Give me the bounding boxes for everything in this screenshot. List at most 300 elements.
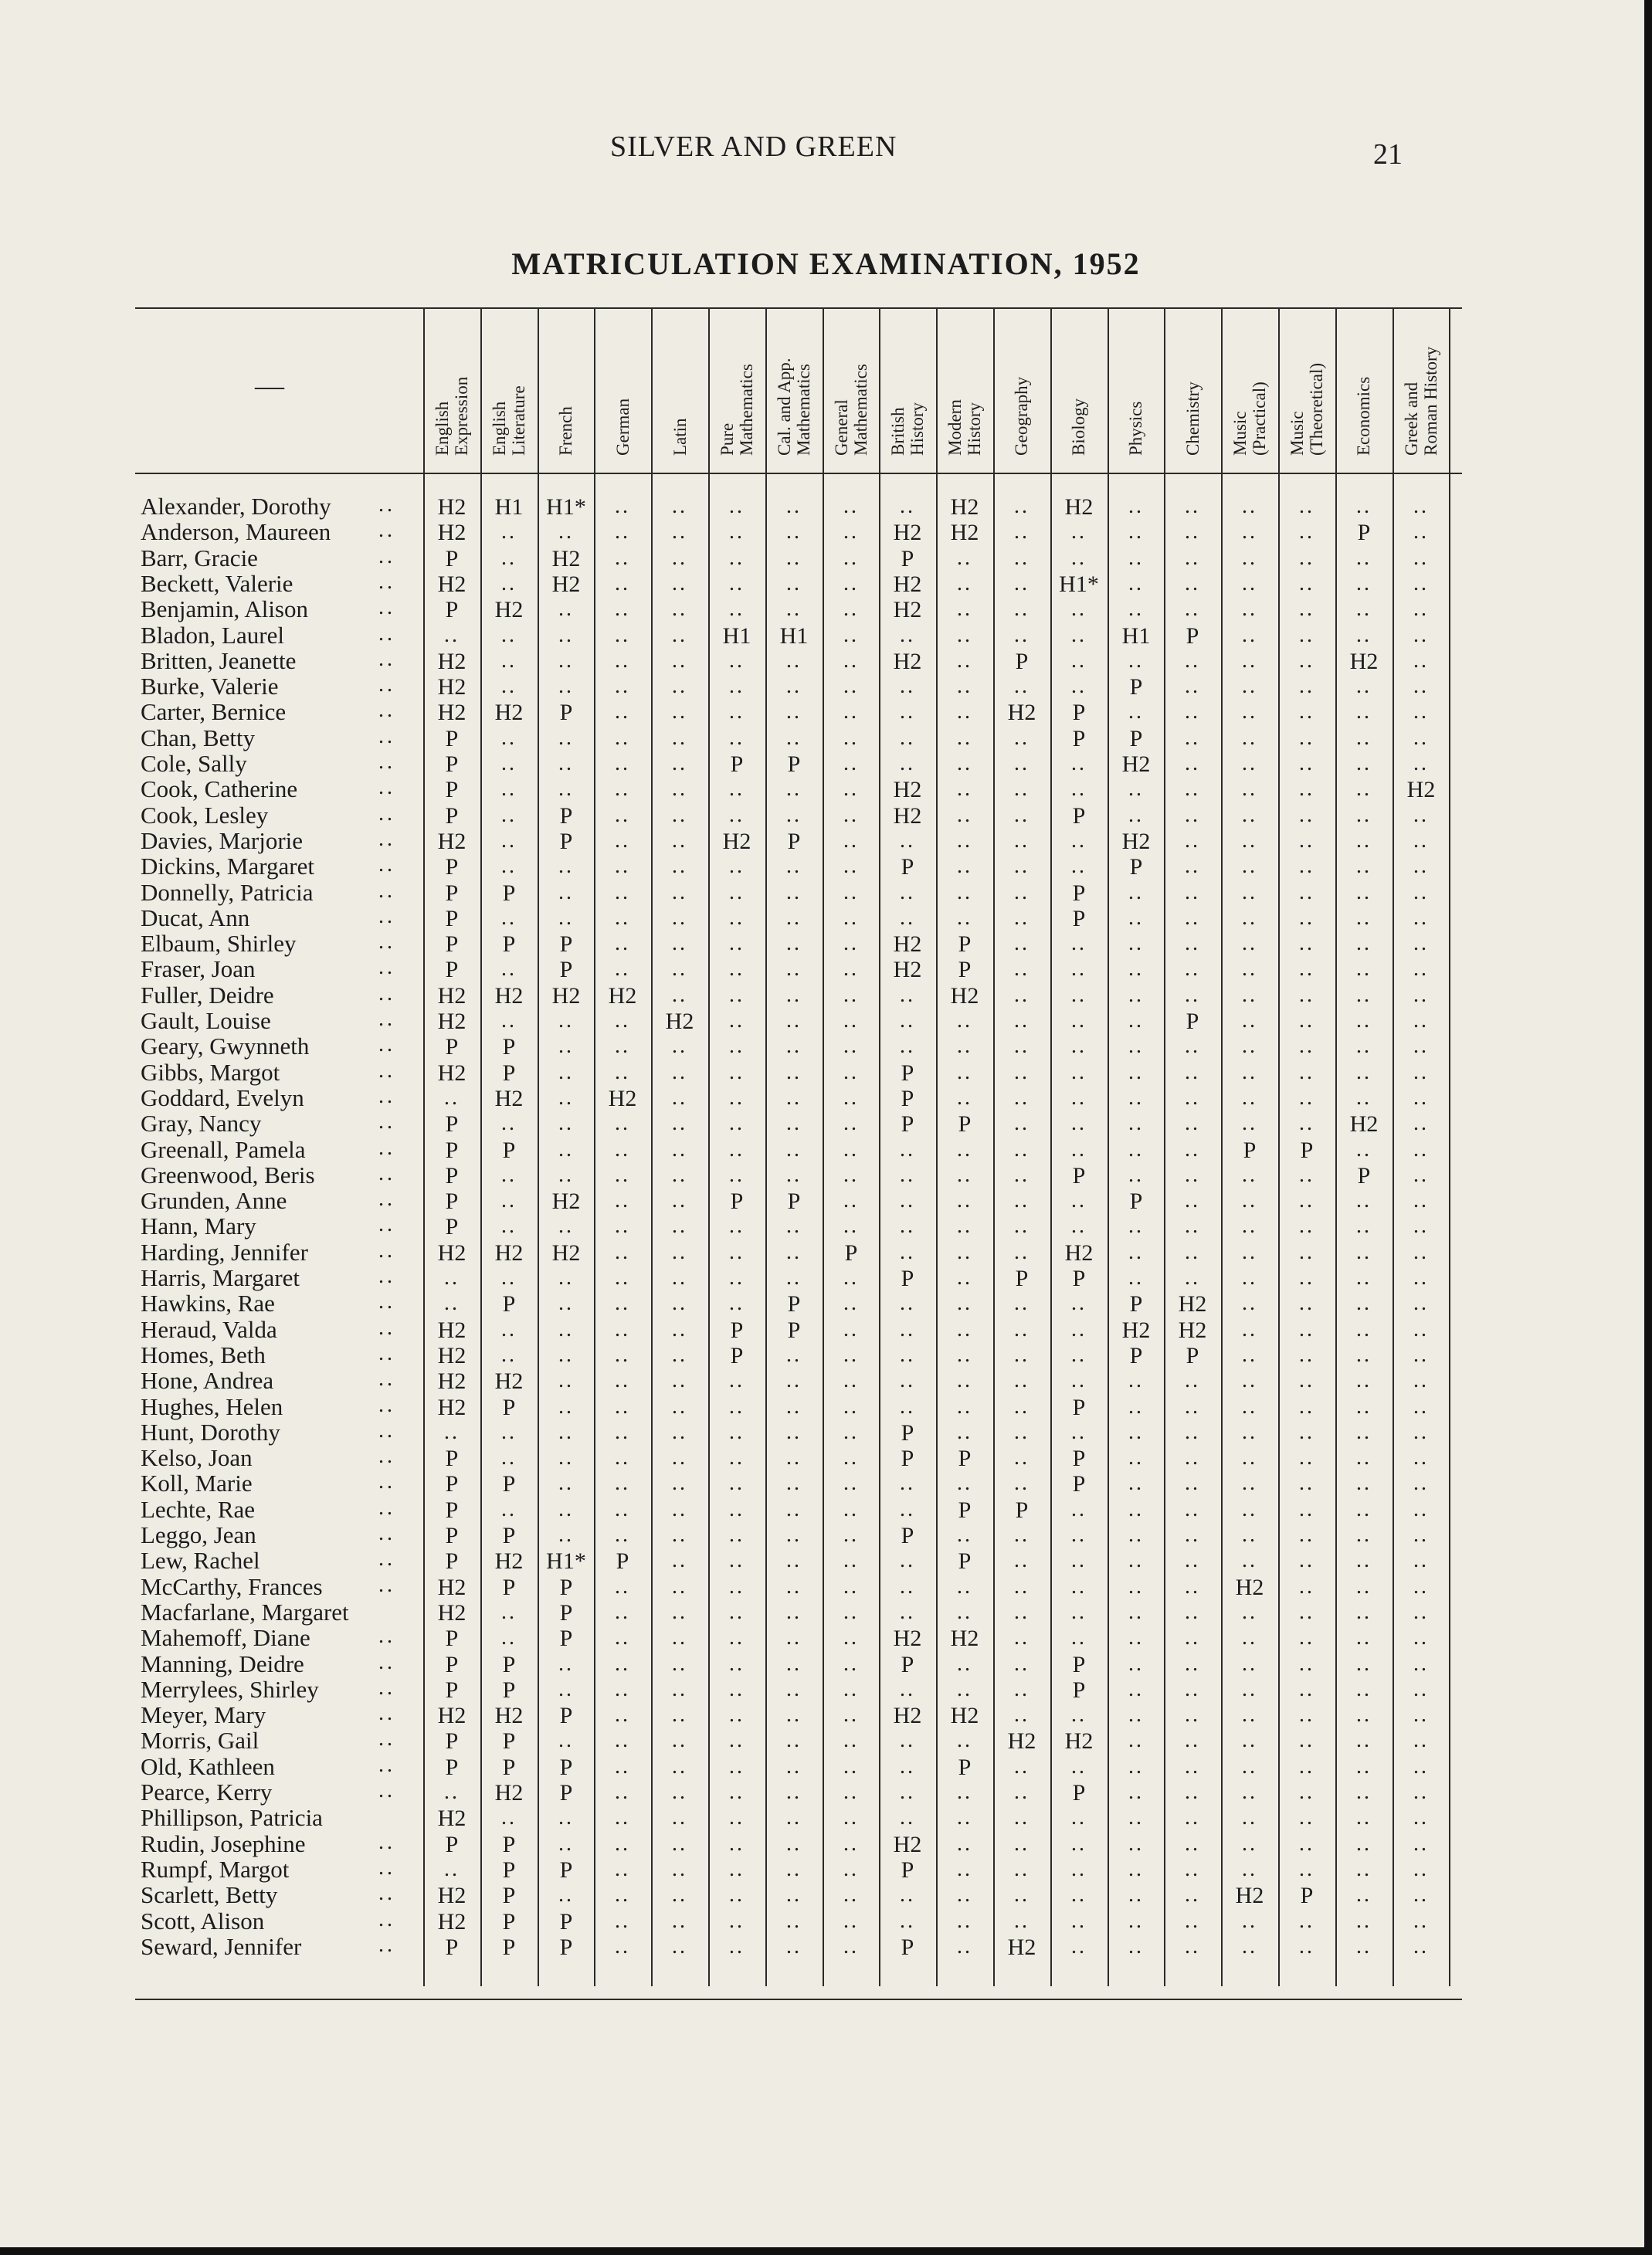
empty-cell: .. xyxy=(615,854,630,878)
grade-cell: H2 xyxy=(437,1883,466,1908)
empty-cell: .. xyxy=(843,1189,859,1212)
empty-cell: .. xyxy=(615,1728,630,1752)
empty-cell: .. xyxy=(1185,1652,1200,1676)
grade-cell: H2 xyxy=(1064,494,1094,520)
empty-cell: .. xyxy=(957,1240,972,1264)
empty-cell: .. xyxy=(1185,1832,1200,1856)
empty-cell: .. xyxy=(558,1060,574,1084)
empty-cell: .. xyxy=(615,1214,630,1238)
empty-cell: .. xyxy=(1299,1755,1314,1779)
empty-cell: .. xyxy=(1413,983,1429,1007)
empty-cell: .. xyxy=(1014,1086,1030,1110)
empty-cell: .. xyxy=(1014,1703,1030,1727)
grade-cell: P xyxy=(901,1111,914,1137)
empty-cell: .. xyxy=(615,1034,630,1058)
empty-cell: .. xyxy=(1185,1548,1200,1572)
empty-cell: .. xyxy=(1014,931,1030,955)
empty-cell: .. xyxy=(672,1883,687,1907)
empty-cell: .. xyxy=(957,1857,972,1881)
empty-cell: .. xyxy=(1185,1857,1200,1881)
empty-cell: .. xyxy=(843,1497,859,1521)
empty-cell: .. xyxy=(786,1755,802,1779)
grade-cell: P xyxy=(1129,1189,1143,1214)
empty-cell: .. xyxy=(957,1600,972,1624)
grade-cell: P xyxy=(445,1755,459,1780)
empty-cell: .. xyxy=(786,1111,802,1135)
empty-cell: .. xyxy=(1071,1755,1087,1779)
empty-cell: .. xyxy=(843,957,859,981)
empty-cell: .. xyxy=(1185,983,1200,1007)
empty-cell: .. xyxy=(1356,1471,1372,1495)
empty-cell: .. xyxy=(843,1343,859,1367)
empty-cell: .. xyxy=(501,520,517,544)
grade-cell: H2 xyxy=(494,1780,524,1806)
empty-cell: .. xyxy=(501,1111,517,1135)
leader-dots: .. xyxy=(378,1264,395,1288)
empty-cell: .. xyxy=(1356,597,1372,621)
empty-cell: .. xyxy=(672,1368,687,1392)
grade-cell: H2 xyxy=(893,803,922,829)
empty-cell: .. xyxy=(615,1111,630,1135)
empty-cell: .. xyxy=(615,1471,630,1495)
empty-cell: .. xyxy=(729,1368,745,1392)
empty-cell: .. xyxy=(900,623,915,647)
empty-cell: .. xyxy=(672,1626,687,1650)
empty-cell: .. xyxy=(843,1034,859,1058)
empty-cell: .. xyxy=(1413,1652,1429,1676)
empty-cell: .. xyxy=(1185,1163,1200,1187)
empty-cell: .. xyxy=(558,777,574,801)
empty-cell: .. xyxy=(1356,931,1372,955)
empty-cell: .. xyxy=(672,494,687,518)
empty-cell: .. xyxy=(1356,1368,1372,1392)
empty-cell: .. xyxy=(501,1163,517,1187)
leader-dots: .. xyxy=(378,544,395,568)
empty-cell: .. xyxy=(957,1523,972,1547)
leader-dots: .. xyxy=(378,1033,395,1056)
empty-cell: .. xyxy=(615,1189,630,1212)
leader-dots: .. xyxy=(378,1136,395,1160)
empty-cell: .. xyxy=(1299,1214,1314,1238)
leader-dots: .. xyxy=(378,1830,395,1854)
empty-cell: .. xyxy=(1128,1728,1144,1752)
empty-cell: .. xyxy=(558,1446,574,1470)
empty-cell: .. xyxy=(558,854,574,878)
subject-header: Biology xyxy=(1069,398,1088,456)
leader-dots: .. xyxy=(378,1290,395,1314)
empty-cell: .. xyxy=(729,1703,745,1727)
grade-cell: P xyxy=(1300,1883,1314,1908)
empty-cell: .. xyxy=(1014,1652,1030,1676)
grade-cell: P xyxy=(1072,1471,1086,1497)
empty-cell: .. xyxy=(615,571,630,595)
empty-cell: .. xyxy=(1014,1368,1030,1392)
grade-cell: P xyxy=(445,726,459,751)
leader-dots: .. xyxy=(378,904,395,928)
student-name: Fuller, Deidre xyxy=(141,982,274,1009)
empty-cell: .. xyxy=(1413,1111,1429,1135)
empty-cell: .. xyxy=(672,1471,687,1495)
empty-cell: .. xyxy=(1014,1780,1030,1804)
empty-cell: .. xyxy=(672,983,687,1007)
student-name: Donnelly, Patricia xyxy=(141,879,314,906)
grade-cell: P xyxy=(901,1266,914,1291)
subject-header: General Mathematics xyxy=(832,364,870,456)
empty-cell: .. xyxy=(672,1909,687,1933)
leader-dots: .. xyxy=(378,1161,395,1185)
grade-cell: P xyxy=(1186,1343,1199,1368)
empty-cell: .. xyxy=(1413,1240,1429,1264)
empty-cell: .. xyxy=(501,854,517,878)
empty-cell: .. xyxy=(786,957,802,981)
empty-cell: .. xyxy=(1014,597,1030,621)
empty-cell: .. xyxy=(786,700,802,724)
empty-cell: .. xyxy=(615,751,630,775)
empty-cell: .. xyxy=(729,1677,745,1701)
empty-cell: .. xyxy=(1356,1600,1372,1624)
empty-cell: .. xyxy=(1185,1266,1200,1290)
empty-cell: .. xyxy=(786,1446,802,1470)
empty-cell: .. xyxy=(786,649,802,673)
empty-cell: .. xyxy=(1185,1703,1200,1727)
empty-cell: .. xyxy=(672,906,687,930)
grade-cell: H2 xyxy=(494,1086,524,1111)
empty-cell: .. xyxy=(729,1420,745,1444)
empty-cell: .. xyxy=(558,1343,574,1367)
grade-cell: H1 xyxy=(494,494,524,520)
empty-cell: .. xyxy=(786,726,802,750)
empty-cell: .. xyxy=(1299,1420,1314,1444)
leader-dots: .. xyxy=(378,570,395,594)
student-name: Rudin, Josephine xyxy=(141,1830,306,1857)
student-name: Old, Kathleen xyxy=(141,1753,275,1780)
empty-cell: .. xyxy=(729,520,745,544)
grade-cell: H2 xyxy=(950,983,979,1009)
leader-dots: .. xyxy=(378,724,395,748)
grade-cell: H2 xyxy=(437,1806,466,1831)
empty-cell: .. xyxy=(1185,751,1200,775)
grade-cell: P xyxy=(445,880,459,906)
empty-cell: .. xyxy=(672,546,687,570)
empty-cell: .. xyxy=(1356,1728,1372,1752)
empty-cell: .. xyxy=(957,1420,972,1444)
empty-cell: .. xyxy=(843,1163,859,1187)
empty-cell: .. xyxy=(786,1652,802,1676)
empty-cell: .. xyxy=(843,1291,859,1315)
empty-cell: .. xyxy=(1242,1111,1257,1135)
empty-cell: .. xyxy=(1014,880,1030,904)
leader-dots: .. xyxy=(378,750,395,774)
empty-cell: .. xyxy=(1071,1548,1087,1572)
empty-cell: .. xyxy=(1071,1883,1087,1907)
subject-header: Modern History xyxy=(945,399,984,456)
empty-cell: .. xyxy=(1071,1214,1087,1238)
student-name: Fraser, Joan xyxy=(141,955,256,982)
empty-cell: .. xyxy=(957,649,972,673)
empty-cell: .. xyxy=(672,1291,687,1315)
empty-cell: .. xyxy=(957,1935,972,1958)
empty-cell: .. xyxy=(1185,906,1200,930)
empty-cell: .. xyxy=(957,1266,972,1290)
empty-cell: .. xyxy=(1128,1138,1144,1161)
grade-cell: P xyxy=(445,1523,459,1548)
empty-cell: .. xyxy=(1413,1677,1429,1701)
empty-cell: .. xyxy=(501,1600,517,1624)
empty-cell: .. xyxy=(1242,571,1257,595)
empty-cell: .. xyxy=(1242,597,1257,621)
empty-cell: .. xyxy=(957,1138,972,1161)
empty-cell: .. xyxy=(501,1446,517,1470)
grade-cell: P xyxy=(559,1935,573,1960)
empty-cell: .. xyxy=(1128,1395,1144,1419)
grade-cell: H1 xyxy=(722,623,751,649)
empty-cell: .. xyxy=(1242,1471,1257,1495)
empty-cell: .. xyxy=(1128,777,1144,801)
empty-cell: .. xyxy=(1014,1138,1030,1161)
empty-cell: .. xyxy=(1014,726,1030,750)
grade-cell: P xyxy=(901,1523,914,1548)
empty-cell: .. xyxy=(843,1575,859,1599)
empty-cell: .. xyxy=(615,931,630,955)
empty-cell: .. xyxy=(1242,1189,1257,1212)
empty-cell: .. xyxy=(615,1291,630,1315)
empty-cell: .. xyxy=(501,1626,517,1650)
empty-cell: .. xyxy=(1071,597,1087,621)
empty-cell: .. xyxy=(558,649,574,673)
empty-cell: .. xyxy=(1242,957,1257,981)
empty-cell: .. xyxy=(1242,1652,1257,1676)
grade-cell: H1 xyxy=(779,623,809,649)
student-name: Hunt, Dorothy xyxy=(141,1419,280,1446)
empty-cell: .. xyxy=(1071,649,1087,673)
grade-cell: P xyxy=(559,1575,573,1600)
empty-cell: .. xyxy=(729,546,745,570)
empty-cell: .. xyxy=(1299,906,1314,930)
empty-cell: .. xyxy=(1014,1343,1030,1367)
empty-cell: .. xyxy=(558,520,574,544)
empty-cell: .. xyxy=(1299,1060,1314,1084)
empty-cell: .. xyxy=(1242,751,1257,775)
empty-cell: .. xyxy=(1413,1909,1429,1933)
empty-cell: .. xyxy=(1299,1935,1314,1958)
empty-cell: .. xyxy=(900,1034,915,1058)
subject-header: British History xyxy=(888,402,927,456)
empty-cell: .. xyxy=(786,1548,802,1572)
grade-cell: P xyxy=(559,1755,573,1780)
empty-cell: .. xyxy=(1413,1883,1429,1907)
student-name: Manning, Deidre xyxy=(141,1650,304,1677)
grade-cell: H2 xyxy=(437,571,466,597)
empty-cell: .. xyxy=(786,777,802,801)
empty-cell: .. xyxy=(1299,1317,1314,1341)
column-divider xyxy=(823,307,824,1986)
empty-cell: .. xyxy=(558,1652,574,1676)
empty-cell: .. xyxy=(558,751,574,775)
empty-cell: .. xyxy=(1071,674,1087,698)
empty-cell: .. xyxy=(1071,546,1087,570)
empty-cell: .. xyxy=(729,931,745,955)
grade-cell: P xyxy=(901,1652,914,1677)
empty-cell: .. xyxy=(672,1138,687,1161)
grade-cell: H2 xyxy=(494,1368,524,1394)
empty-cell: .. xyxy=(900,1548,915,1572)
empty-cell: .. xyxy=(672,1266,687,1290)
empty-cell: .. xyxy=(615,829,630,853)
empty-cell: .. xyxy=(1413,1471,1429,1495)
empty-cell: .. xyxy=(786,520,802,544)
grade-cell: P xyxy=(445,931,459,957)
empty-cell: .. xyxy=(729,1728,745,1752)
grade-cell: P xyxy=(502,880,516,906)
empty-cell: .. xyxy=(1128,1652,1144,1676)
empty-cell: .. xyxy=(1014,854,1030,878)
empty-cell: .. xyxy=(1299,1703,1314,1727)
student-name: Lew, Rachel xyxy=(141,1547,260,1574)
empty-cell: .. xyxy=(672,1189,687,1212)
grade-cell: P xyxy=(1072,906,1086,931)
grade-cell: H2 xyxy=(1064,1728,1094,1754)
student-name: Kelso, Joan xyxy=(141,1444,253,1471)
empty-cell: .. xyxy=(1071,1523,1087,1547)
empty-cell: .. xyxy=(1014,1189,1030,1212)
grade-cell: P xyxy=(1072,700,1086,725)
grade-cell: P xyxy=(445,777,459,802)
leader-dots: .. xyxy=(378,493,395,517)
empty-cell: .. xyxy=(1413,726,1429,750)
empty-cell: .. xyxy=(1014,1395,1030,1419)
student-name: Phillipson, Patricia xyxy=(141,1804,323,1831)
empty-cell: .. xyxy=(729,1111,745,1135)
empty-cell: .. xyxy=(1242,1548,1257,1572)
empty-cell: .. xyxy=(1014,957,1030,981)
empty-cell: .. xyxy=(1299,1471,1314,1495)
empty-cell: .. xyxy=(1413,597,1429,621)
empty-cell: .. xyxy=(501,1214,517,1238)
empty-cell: .. xyxy=(1185,1935,1200,1958)
empty-cell: .. xyxy=(1014,674,1030,698)
grade-cell: P xyxy=(787,751,801,777)
empty-cell: .. xyxy=(1356,1317,1372,1341)
leader-dots: .. xyxy=(378,775,395,799)
student-name: Rumpf, Margot xyxy=(141,1856,290,1883)
empty-cell: .. xyxy=(1356,1291,1372,1315)
leader-dots: .. xyxy=(378,1084,395,1108)
empty-cell: .. xyxy=(1242,494,1257,518)
grade-cell: H2 xyxy=(893,777,922,802)
empty-cell: .. xyxy=(786,1086,802,1110)
empty-cell: .. xyxy=(672,931,687,955)
subject-header: Chemistry xyxy=(1183,381,1203,456)
empty-cell: .. xyxy=(501,1497,517,1521)
grade-cell: P xyxy=(958,1446,972,1471)
grade-cell: H2 xyxy=(1007,1728,1036,1754)
empty-cell: .. xyxy=(1299,1086,1314,1110)
empty-cell: .. xyxy=(1242,1935,1257,1958)
empty-cell: .. xyxy=(786,1420,802,1444)
grade-cell: P xyxy=(502,1935,516,1960)
empty-cell: .. xyxy=(1185,494,1200,518)
empty-cell: .. xyxy=(1014,1626,1030,1650)
student-name: Pearce, Kerry xyxy=(141,1779,273,1806)
empty-cell: .. xyxy=(729,1755,745,1779)
empty-cell: .. xyxy=(786,1009,802,1033)
empty-cell: .. xyxy=(1413,1523,1429,1547)
empty-cell: .. xyxy=(1014,494,1030,518)
empty-cell: .. xyxy=(786,1703,802,1727)
empty-cell: .. xyxy=(615,1600,630,1624)
empty-cell: .. xyxy=(672,829,687,853)
scan-edge-bottom xyxy=(0,2247,1652,2255)
grade-cell: H2 xyxy=(608,1086,637,1111)
empty-cell: .. xyxy=(843,1111,859,1135)
grade-cell: P xyxy=(559,1780,573,1806)
empty-cell: .. xyxy=(729,726,745,750)
grade-cell: H2 xyxy=(665,1009,694,1034)
empty-cell: .. xyxy=(558,1883,574,1907)
grade-cell: P xyxy=(901,1420,914,1446)
student-name: Meyer, Mary xyxy=(141,1701,266,1728)
grade-cell: P xyxy=(502,931,516,957)
empty-cell: .. xyxy=(1413,751,1429,775)
empty-cell: .. xyxy=(501,546,517,570)
empty-cell: .. xyxy=(615,1755,630,1779)
grade-cell: H2 xyxy=(893,1626,922,1651)
empty-cell: .. xyxy=(729,649,745,673)
exam-title: MATRICULATION EXAMINATION, 1952 xyxy=(511,246,1141,281)
leader-dots: .. xyxy=(378,673,395,697)
grade-cell: P xyxy=(502,1395,516,1420)
empty-cell: .. xyxy=(1128,1163,1144,1187)
empty-cell: .. xyxy=(615,1060,630,1084)
empty-cell: .. xyxy=(615,1266,630,1290)
empty-cell: .. xyxy=(1185,1368,1200,1392)
empty-cell: .. xyxy=(615,546,630,570)
grade-cell: H2 xyxy=(950,520,979,545)
empty-cell: .. xyxy=(672,1677,687,1701)
empty-cell: .. xyxy=(843,1086,859,1110)
empty-cell: .. xyxy=(1185,1755,1200,1779)
grade-cell: P xyxy=(787,1189,801,1214)
empty-cell: .. xyxy=(615,1009,630,1033)
grade-cell: P xyxy=(445,1728,459,1754)
empty-cell: .. xyxy=(501,623,517,647)
empty-cell: .. xyxy=(1242,777,1257,801)
empty-cell: .. xyxy=(843,983,859,1007)
empty-cell: .. xyxy=(957,1163,972,1187)
empty-cell: .. xyxy=(957,623,972,647)
empty-cell: .. xyxy=(558,623,574,647)
empty-cell: .. xyxy=(729,777,745,801)
empty-cell: .. xyxy=(1185,829,1200,853)
column-divider xyxy=(1449,307,1450,1986)
empty-cell: .. xyxy=(786,880,802,904)
empty-cell: .. xyxy=(900,1291,915,1315)
grade-cell: H2 xyxy=(437,1240,466,1266)
grade-cell: P xyxy=(445,803,459,829)
leader-dots: .. xyxy=(378,1573,395,1597)
empty-cell: .. xyxy=(1071,957,1087,981)
empty-cell: .. xyxy=(1242,546,1257,570)
student-name: Hughes, Helen xyxy=(141,1393,283,1420)
empty-cell: .. xyxy=(1185,1677,1200,1701)
empty-cell: .. xyxy=(1014,1111,1030,1135)
empty-cell: .. xyxy=(1014,1523,1030,1547)
empty-cell: .. xyxy=(1299,623,1314,647)
grade-cell: P xyxy=(559,1909,573,1935)
grade-cell: P xyxy=(445,1034,459,1060)
empty-cell: .. xyxy=(729,1780,745,1804)
empty-cell: .. xyxy=(1071,1111,1087,1135)
